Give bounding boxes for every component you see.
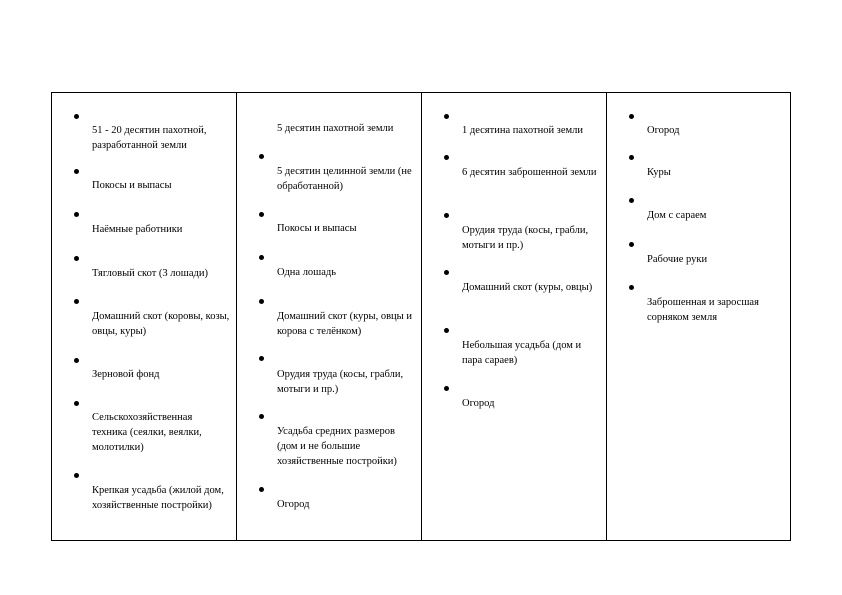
bullet-icon <box>629 285 634 290</box>
list-item-text: Крепкая усадьба (жилой дом, хозяйственные постройки) <box>92 485 224 511</box>
bullet-icon <box>74 169 79 174</box>
comparison-table <box>51 92 791 541</box>
list-item-text: Дом с сараем <box>647 210 707 221</box>
bullet-icon <box>74 212 79 217</box>
bullet-icon <box>629 155 634 160</box>
bullet-icon <box>259 414 264 419</box>
bullet-icon <box>259 255 264 260</box>
bullet-icon <box>444 114 449 119</box>
list-item-text: Огород <box>647 125 680 136</box>
bullet-icon <box>259 212 264 217</box>
bullet-icon <box>74 358 79 363</box>
bullet-icon <box>629 242 634 247</box>
list-item-text: Покосы и выпасы <box>92 180 172 191</box>
list-item-text: Одна лошадь <box>277 267 337 278</box>
bullet-icon <box>444 386 449 391</box>
list-item-text: 5 десятин пахотной земли <box>277 123 394 134</box>
list-item-text: Заброшенная и заросшая сорняком земля <box>647 297 759 323</box>
bullet-icon <box>444 328 449 333</box>
bullet-icon <box>74 256 79 261</box>
bullet-icon <box>629 198 634 203</box>
list-item-text: Огород <box>462 398 495 409</box>
bullet-icon <box>444 155 449 160</box>
list-item-text: 1 десятина пахотной земли <box>462 125 583 136</box>
bullet-icon <box>259 299 264 304</box>
table-column-2 <box>237 93 422 540</box>
list-item-text: Домашний скот (коровы, козы, овцы, куры) <box>92 311 230 337</box>
list-item-text: Орудия труда (косы, грабли, мотыги и пр.) <box>462 225 589 251</box>
list-item-text: 51 - 20 десятин пахотной, разработанной земли <box>92 125 207 151</box>
bullet-icon <box>74 299 79 304</box>
list-item-text: 5 десятин целинной земли (не обработанной) <box>277 166 412 192</box>
list-item-text: Небольшая усадьба (дом и пара сараев) <box>462 340 582 366</box>
list-item-text: Покосы и выпасы <box>277 223 357 234</box>
list-item-text: Зерновой фонд <box>92 369 160 380</box>
list-item-text: Усадьба средних размеров (дом и не большие хозяйственные постройки) <box>277 426 397 467</box>
bullet-icon <box>259 487 264 492</box>
table-column-4 <box>607 93 790 540</box>
bullet-icon <box>74 401 79 406</box>
bullet-icon <box>74 473 79 478</box>
bullet-icon <box>444 213 449 218</box>
list-item-text: Куры <box>647 167 671 178</box>
list-item-text: Наёмные работники <box>92 224 183 235</box>
bullet-icon <box>74 114 79 119</box>
bullet-icon <box>259 356 264 361</box>
bullet-icon <box>444 270 449 275</box>
bullet-icon <box>259 154 264 159</box>
list-item-text: Огород <box>277 499 310 510</box>
table-column-1 <box>52 93 237 540</box>
list-item-text: Домашний скот (куры, овцы и корова с телёнком) <box>277 311 412 337</box>
list-item-text: Орудия труда (косы, грабли, мотыги и пр.) <box>277 369 404 395</box>
bullet-icon <box>629 114 634 119</box>
table-column-3 <box>422 93 607 540</box>
list-item-text: Сельскохозяйственная техника (сеялки, веялки, молотилки) <box>92 412 202 453</box>
list-item-text: 6 десятин заброшенной земли <box>462 167 597 178</box>
list-item-text: Тягловый скот (3 лошади) <box>92 268 208 279</box>
list-item-text: Домашний скот (куры, овцы) <box>462 282 593 293</box>
list-item-text: Рабочие руки <box>647 254 708 265</box>
